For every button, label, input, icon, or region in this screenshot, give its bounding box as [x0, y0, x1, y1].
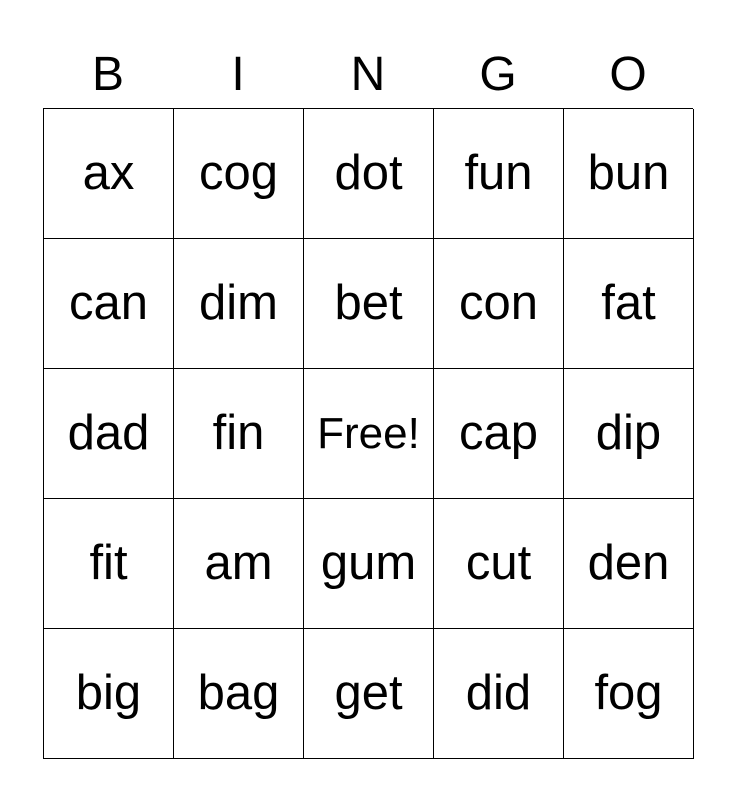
bingo-cell[interactable]: fit	[44, 499, 174, 629]
bingo-cell[interactable]: fat	[564, 239, 694, 369]
bingo-cell[interactable]: dad	[44, 369, 174, 499]
bingo-header	[43, 42, 693, 108]
bingo-cell[interactable]: get	[304, 629, 434, 759]
bingo-cell[interactable]: fin	[174, 369, 304, 499]
header-letter-o: O	[609, 48, 647, 101]
bingo-cell[interactable]: am	[174, 499, 304, 629]
header-letter-i: I	[231, 48, 245, 101]
bingo-cell[interactable]: con	[434, 239, 564, 369]
bingo-cell[interactable]: bun	[564, 109, 694, 239]
bingo-cell[interactable]: cut	[434, 499, 564, 629]
bingo-cell[interactable]: fun	[434, 109, 564, 239]
bingo-cell[interactable]: den	[564, 499, 694, 629]
bingo-cell[interactable]: fog	[564, 629, 694, 759]
bingo-cell[interactable]: cap	[434, 369, 564, 499]
bingo-cell[interactable]: ax	[44, 109, 174, 239]
bingo-grid	[43, 108, 693, 759]
bingo-cell[interactable]: did	[434, 629, 564, 759]
bingo-cell[interactable]: dot	[304, 109, 434, 239]
header-letter-b: B	[91, 48, 124, 101]
bingo-cell[interactable]: cog	[174, 109, 304, 239]
bingo-card	[43, 42, 693, 759]
bingo-cell[interactable]: dip	[564, 369, 694, 499]
free-space-cell[interactable]: Free!	[304, 369, 434, 499]
bingo-cell[interactable]: can	[44, 239, 174, 369]
header-letter-n: N	[350, 48, 386, 101]
bingo-cell[interactable]: bet	[304, 239, 434, 369]
bingo-cell[interactable]: bag	[174, 629, 304, 759]
bingo-cell[interactable]: big	[44, 629, 174, 759]
header-letter-g: G	[479, 48, 517, 101]
bingo-cell[interactable]: dim	[174, 239, 304, 369]
bingo-cell[interactable]: gum	[304, 499, 434, 629]
